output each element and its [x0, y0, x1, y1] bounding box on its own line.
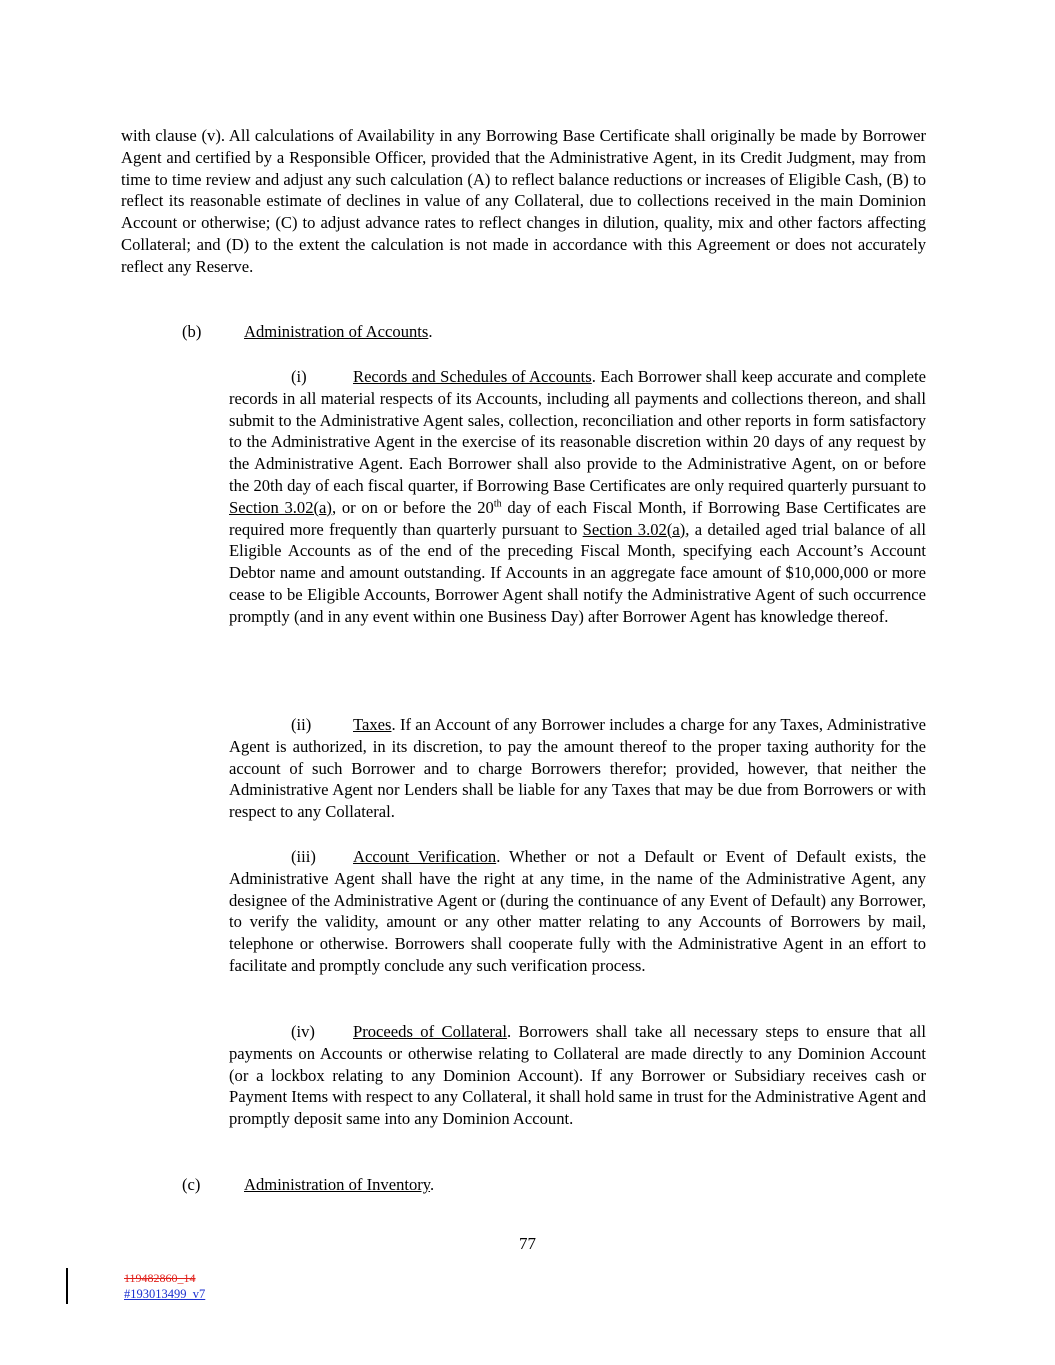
intro-paragraph: with clause (v). All calculations of Availability in any Borrowing Base Certificate shall originally be made by Borrower Agent and certified by a Responsible Officer, provided that the Administrative Agent, in its Credit Judgment, may from time to time review and adjust any such calculation (A) to reflect balance reductions or increases of Eligible Cash, (B) to reflect its reasonable estimate of declines in value of any Collateral, due to collections received in the main Dominion Account or otherwise; (C) to adjust advance rates to reflect changes in dilution, quality, mix and other factors affecting Collateral; and (D) to the extent the calculation is not made in accordance with this Agreement or does not accurately reflect any Reserve.: [121, 126, 926, 276]
subsection-i: (i) Records and Schedules of Accounts. Each Borrower shall keep accurate and complete records in all material respects of its Accounts, including all payments and collections thereon, and shall submit to the Administrative Agent sales, collection, reconciliation and other reports in form satisfactory to the Administrative Agent in the exercise of its reasonable discretion within 20 days of any request by the Administrative Agent. Each Borrower shall also provide to the Administrative Agent, on or before the 20th day of each fiscal quarter, if Borrowing Base Certificates are only required quarterly pursuant to Section 3.02(a), or on or before the 20th day of each Fiscal Month, if Borrowing Base Certificates are required more frequently than quarterly pursuant to Section 3.02(a), a detailed aged trial balance of all Eligible Accounts as of the end of the preceding Fiscal Month, specifying each Account’s Account Debtor name and amount outstanding. If Accounts in an aggregate face amount of $10,000,000 or more cease to be Eligible Accounts, Borrower Agent shall notify the Administrative Agent of such occurrence promptly (and in any event within one Business Day) after Borrower Agent has knowledge thereof.: [229, 367, 927, 626]
change-bar: [66, 1268, 68, 1304]
subsection-iii: (iii) Account Verification. Whether or not a Default or Event of Default exists, the Administrative Agent shall have the right at any time, in the name of the Administrative Agent, any designee of the Administrative Agent or (during the continuance of any Event of Default) any Borrower, to verify the validity, amount or any other matter relating to any Accounts of Borrowers by mail, telephone or otherwise. Borrowers shall cooperate fully with the Administrative Agent in an effort to facilitate and promptly conclude any such verification process.: [229, 847, 926, 975]
subsection-ii-marker: (ii): [291, 715, 312, 734]
section-b-title: Administration of Accounts: [244, 322, 429, 341]
subsection-ii-title: Taxes: [353, 715, 392, 734]
subsection-iv-marker: (iv): [291, 1022, 315, 1041]
new-document-id: #193013499_v7: [124, 1287, 206, 1301]
subsection-ii: (ii) Taxes. If an Account of any Borrower includes a charge for any Taxes, Administrative Agent is authorized, in its discretion, to pay the amount thereof to the proper taxing authority for the account of such Borrower and to charge Borrowers therefor; provided, however, that neither the Administrative Agent nor Lenders shall be liable for any Taxes that may be due from Borrowers or with respect to any Collateral.: [229, 715, 926, 822]
subsection-iv: (iv) Proceeds of Collateral. Borrowers shall take all necessary steps to ensure that all payments on Accounts or otherwise relating to Collateral are made directly to any Dominion Account (or a lockbox relating to any Dominion Account). If any Borrower or Subsidiary receives cash or Payment Items with respect to any Collateral, it shall hold same in trust for the Administrative Agent and promptly deposit same into any Dominion Account.: [229, 1022, 926, 1129]
subsection-i-marker: (i): [291, 367, 307, 386]
subsection-iv-title: Proceeds of Collateral: [353, 1022, 507, 1041]
section-b-marker: (b): [182, 322, 202, 341]
section-reference: Section 3.02(a): [582, 519, 686, 539]
section-c-title: Administration of Inventory: [244, 1175, 431, 1194]
old-document-id: 119482860_14: [124, 1271, 196, 1285]
section-b-heading: (b) Administration of Accounts.: [182, 322, 433, 341]
section-c-marker: (c): [182, 1175, 201, 1194]
subsection-iii-marker: (iii): [291, 847, 316, 866]
page-number: 77: [519, 1234, 536, 1253]
section-reference: Section 3.02(a): [229, 497, 332, 517]
section-c-heading: (c) Administration of Inventory.: [182, 1175, 435, 1194]
subsection-i-title: Records and Schedules of Accounts: [353, 367, 592, 386]
subsection-iii-title: Account Verification: [353, 847, 497, 866]
